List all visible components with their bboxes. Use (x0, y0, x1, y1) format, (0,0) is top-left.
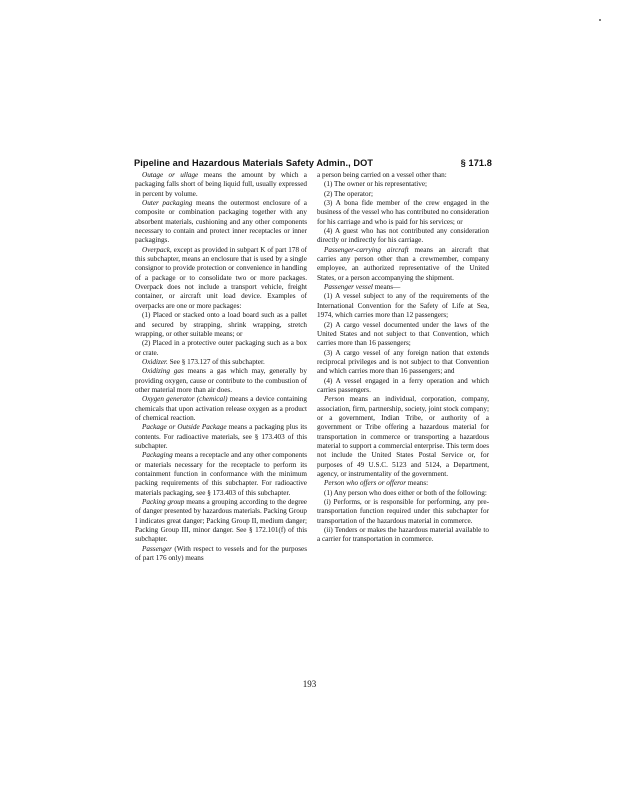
paragraph (317, 190, 489, 199)
paragraph (317, 227, 489, 246)
paragraph (135, 199, 307, 246)
paragraph (135, 395, 307, 423)
definition-text: means an individual, corporation, company, association, firm, partnership, society, joint stock company; or a government, Indian Tribe, or authority of a government or Tribe offering a hazardous material for transportation in commerce or transporting a hazardous material to support a commercial enterprise. This term does not include the United States Postal Service or, for purposes of 49 U.S.C. 5123 and 5124, a Department, agency, or instrumentality of the government. (317, 395, 489, 478)
definition-text: (ii) Tenders or makes the hazardous material available to a carrier for transportation in commerce. (317, 526, 489, 544)
definition-text: (1) A vessel subject to any of the requirements of the International Convention for the Safety of Life at Sea, 1974, which carries more than 12 passengers; (317, 292, 489, 320)
definition-text: except as provided in subpart K of part 178 of this subchapter, means an enclosure that is used by a single consignor to provide protection or convenience in handling of a package or to consolidate two or more packages. Overpack does not include a transport vehicle, freight container, or aircraft unit load device. Examples of overpacks are one or more packages: (135, 245, 307, 310)
paragraph (135, 246, 307, 311)
definition-text: (4) A guest who has not contributed any consideration directly or indirectly for his carriage. (317, 227, 489, 245)
definition-text: means a packaging plus its contents. For radioactive materials, see § 173.403 of this subchapter. (135, 423, 307, 450)
defined-term: Outage or ullage (142, 171, 199, 179)
definition-text: (i) Performs, or is responsible for performing, any pre-transportation function required under this subchapter for transportation of the hazardous material in commerce. (317, 498, 489, 525)
paragraph (317, 479, 489, 488)
definition-text: means— (372, 283, 401, 292)
header-title: Pipeline and Hazardous Materials Safety Admin., DOT (134, 158, 374, 168)
paragraph (135, 358, 307, 367)
definition-text: See § 173.127 of this subchapter. (167, 357, 265, 366)
paragraph (135, 367, 307, 395)
definition-text: means a grouping according to the degree of danger presented by hazardous materials. Packing Group I indicates great danger; Packing Group II, medium danger; Packing Group III, minor danger. See § 172.101(f) of this subchapter. (135, 498, 307, 544)
definition-text: (4) A vessel engaged in a ferry operation and which carries passengers. (317, 376, 489, 394)
paragraph (135, 545, 307, 564)
definition-text: (3) A cargo vessel of any foreign nation that extends reciprocal privileges and is not subject to that Convention and which carries more than 16 passengers; and (317, 348, 489, 376)
definition-text: (2) Placed in a protective outer packaging such as a box or crate. (135, 339, 307, 357)
defined-term: Person who offers or offeror (324, 479, 406, 488)
definition-text: means a gas which may, generally by providing oxygen, cause or contribute to the combustion of other material more than air does. (135, 367, 307, 394)
paragraph (317, 377, 489, 396)
definition-text: means a device containing chemicals that upon activation release oxygen as a product of chemical reaction. (135, 395, 307, 422)
defined-term: Passenger vessel (324, 283, 373, 292)
paragraph (317, 199, 489, 227)
paragraph (317, 349, 489, 377)
defined-term: Packing group (142, 498, 185, 507)
paragraph (317, 292, 489, 320)
definition-text: (1) Any person who does either or both of the following: (324, 488, 487, 497)
defined-term: Overpack, (142, 245, 172, 254)
header-section: § 171.8 (460, 158, 492, 168)
paragraph (317, 498, 489, 526)
definition-text: means an aircraft that carries any person other than a crewmember, company employee, an authorized representative of the United States, or a person accompanying the shipment. (317, 245, 489, 282)
paragraph (317, 395, 489, 479)
definition-text: a person being carried on a vessel other than: (317, 171, 447, 179)
definition-text: (3) A bona fide member of the crew engaged in the business of the vessel who has contributed no consideration for his carriage and who is paid for his services; or (317, 199, 489, 226)
defined-term: Passenger (142, 544, 172, 553)
defined-term: Passenger-carrying aircraft (324, 245, 409, 254)
definition-text: means: (406, 479, 429, 488)
definition-text: (2) A cargo vessel documented under the laws of the United States and not subject to that Convention, which carries more than 16 passengers; (317, 320, 489, 348)
paragraph (317, 246, 489, 283)
defined-term: Person (324, 395, 345, 404)
paragraph (135, 311, 307, 339)
paragraph (317, 489, 489, 498)
definition-text: means the outermost enclosure of a composite or combination packaging together with any absorbent materials, cushioning and any other components necessary to contain and protect inner receptacles or inner packagings. (135, 199, 308, 245)
running-header (134, 158, 492, 168)
paragraph (135, 171, 307, 199)
paragraph (317, 180, 489, 189)
left-column (135, 171, 307, 563)
page-number: 193 (302, 679, 317, 689)
definition-text: (1) Placed or stacked onto a load board such as a pallet and secured by strapping, shrink wrapping, stretch wrapping, or other suitable means; or (135, 311, 307, 338)
definition-text: (1) The owner or his representative; (324, 180, 428, 189)
defined-term: Oxidizing gas (142, 367, 184, 376)
right-column (317, 171, 489, 545)
paragraph (317, 283, 489, 292)
paragraph (135, 498, 307, 545)
paragraph (317, 321, 489, 349)
paragraph (135, 339, 307, 358)
scan-speck (599, 19, 601, 21)
definition-text: means a receptacle and any other components or materials necessary for the receptacle to perform its containment function in conformance with the minimum packing requirements of this subchapter. For radioactive materials packaging, see § 173.403 of this subchapter. (135, 451, 307, 497)
defined-term: Oxidizer. (142, 357, 168, 366)
definition-text: (With respect to vessels and for the purposes of part 176 only) means (135, 544, 307, 563)
paragraph (135, 451, 307, 498)
paragraph (317, 171, 489, 180)
paragraph (135, 423, 307, 451)
paragraph (317, 526, 489, 545)
defined-term: Packaging (142, 451, 173, 460)
defined-term: Outer packaging (142, 199, 193, 208)
defined-term: Package or Outside Package (142, 423, 227, 432)
definition-text: (2) The operator; (324, 189, 373, 198)
defined-term: Oxygen generator (chemical) (142, 395, 228, 404)
definition-text: means the amount by which a packaging falls short of being liquid full, usually expressed in percent by volume. (135, 171, 307, 198)
